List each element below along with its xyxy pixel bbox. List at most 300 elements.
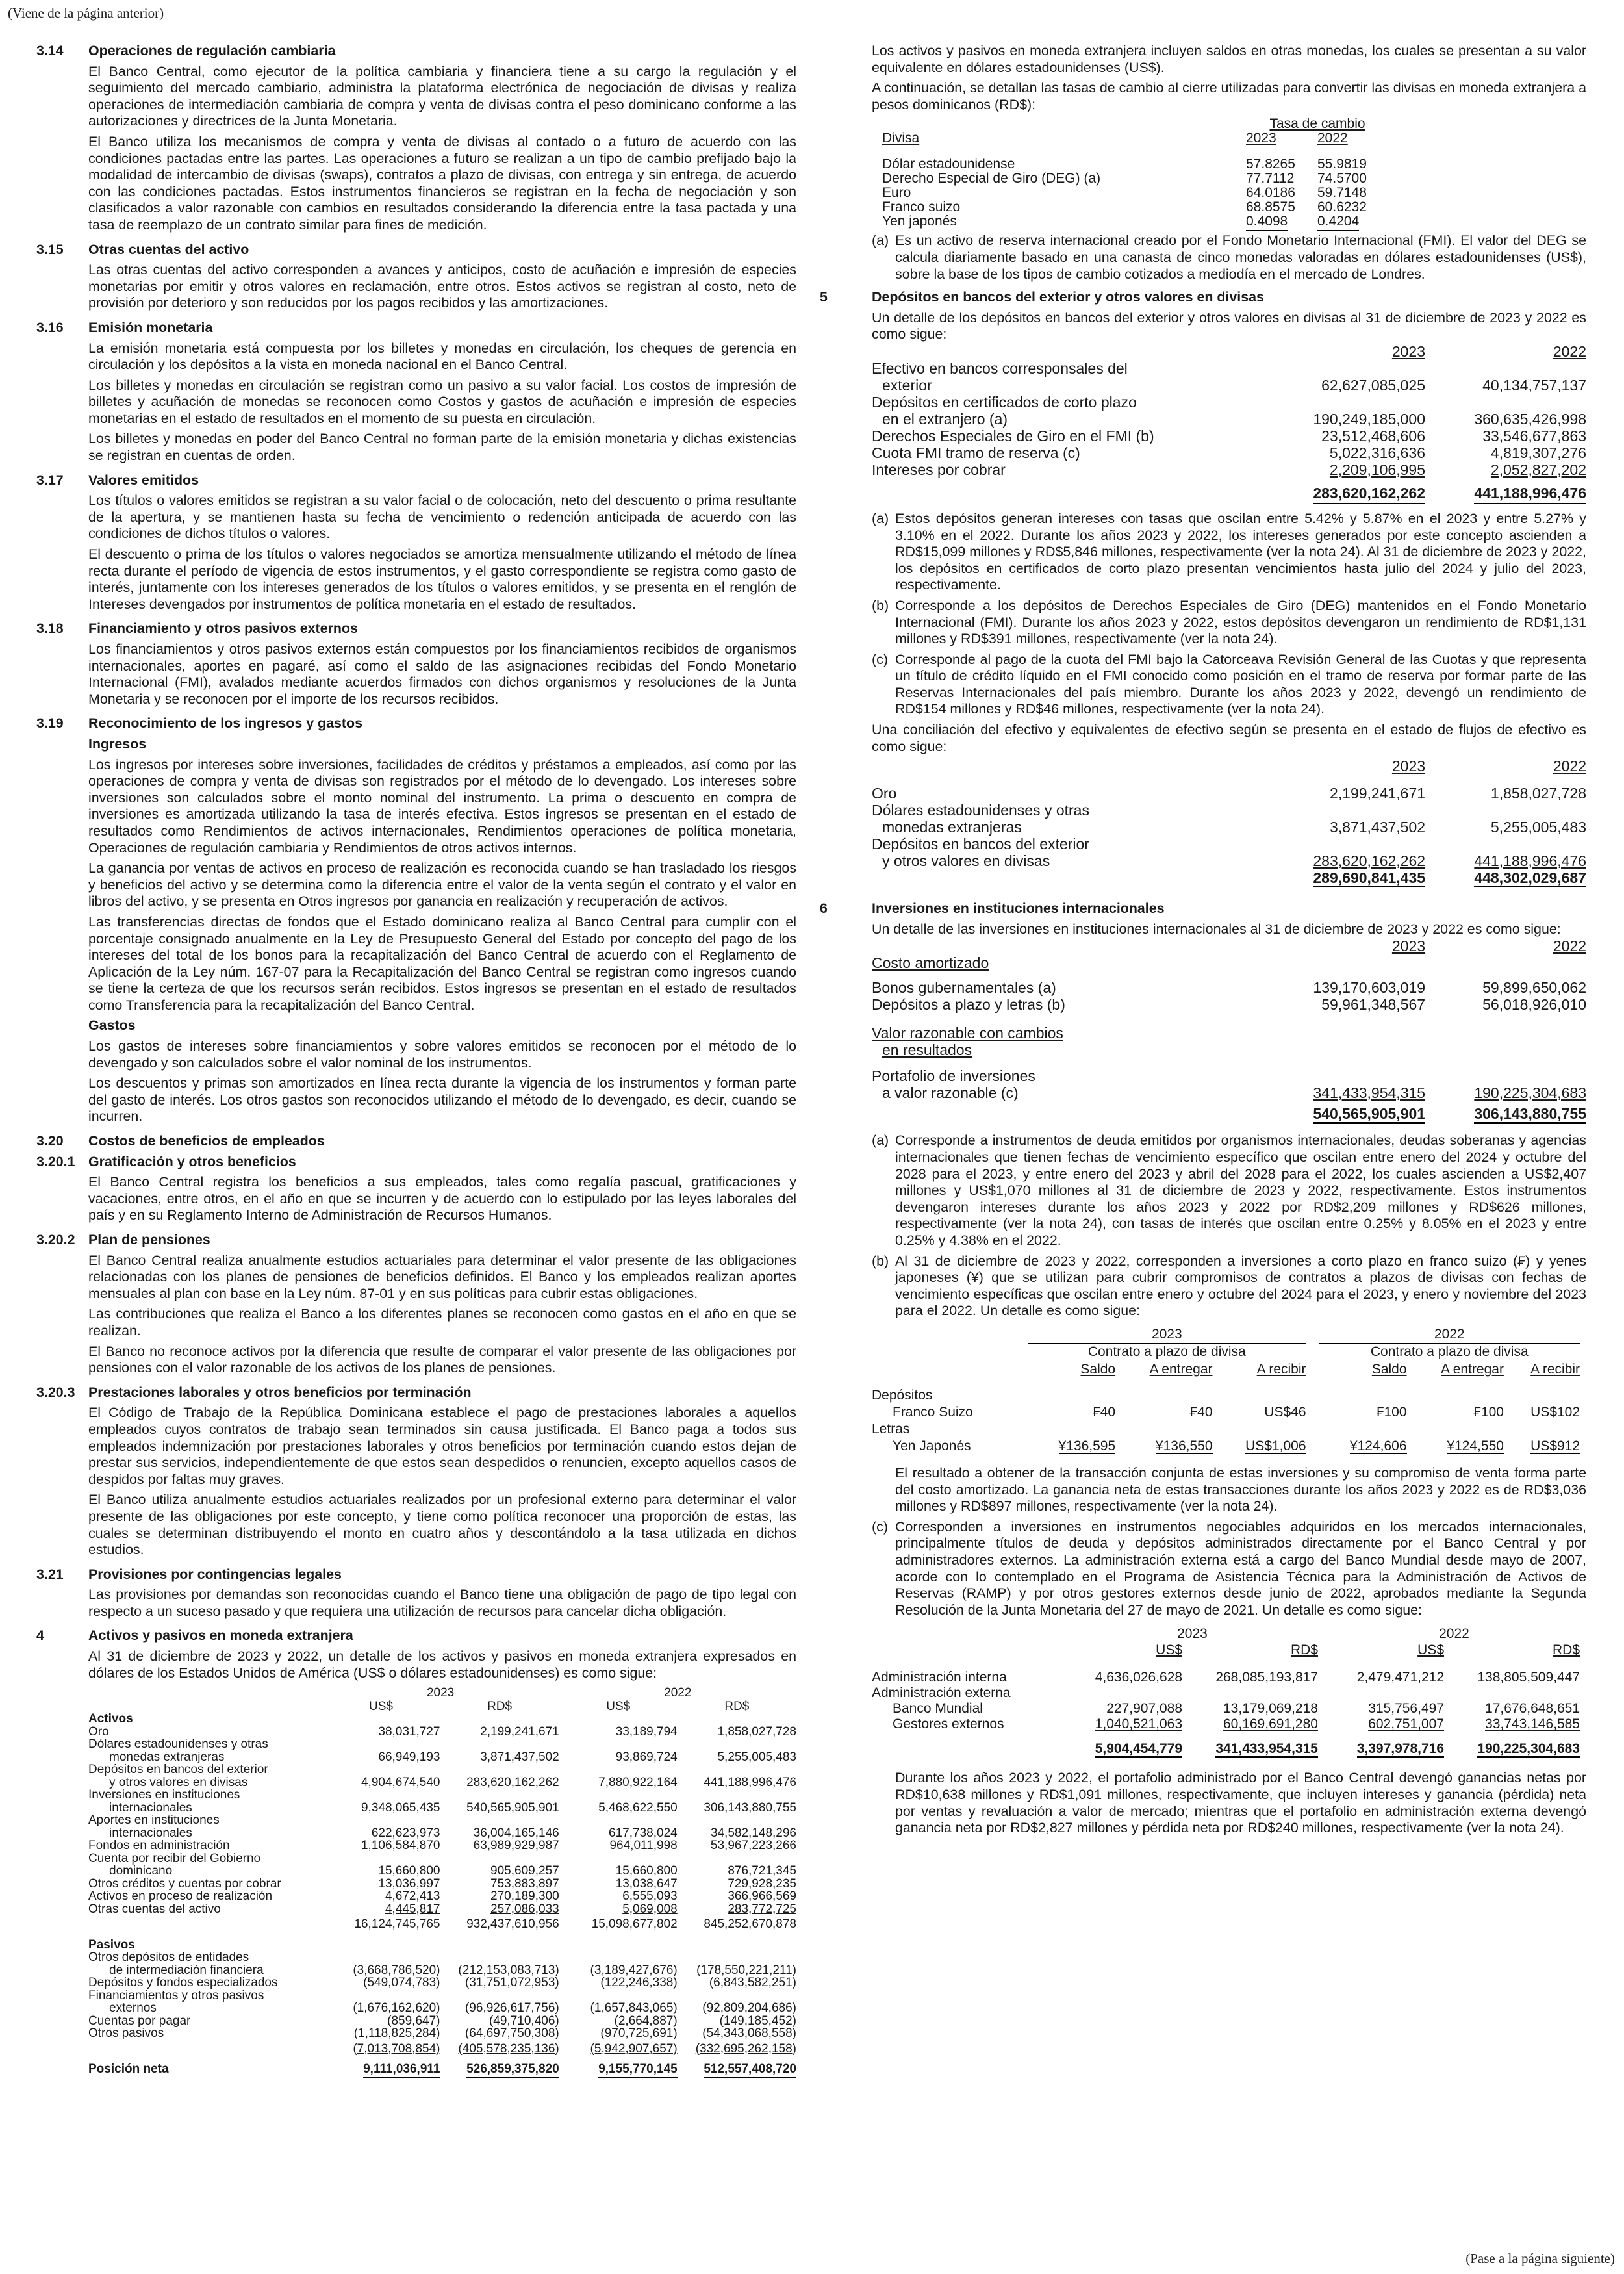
row-label: dominicano [109, 1864, 173, 1878]
value-cell: 4,672,413 [385, 1889, 440, 1904]
paragraph: Las transferencias directas de fondos que el Estado dominicano realiza al Banco Central para cumplir con el porcentaje consignado anualmente en la Ley de Presupuesto General del Estado por concepto del pago de los intereses del total de los bonos para la recapitalización del Banco Central de acuerdo con el Reglamento de Aplicación de la Ley núm. 167-07 para la Recapitalización del Banco Central se registran como ingresos cuando se tiene la certeza de que los recursos serán recibidos. Estos ingresos se presentan en el estado de resultados como Transferencia para la recapitalización del Banco Central. [88, 913, 796, 1013]
table-row [88, 1839, 796, 1852]
paragraph: El Banco Central registra los beneficios a sus empleados, tales como regalía pascual, gratificaciones y vacaciones, entre otros, en el año en que se incurren y de acuerdo con lo estipulado por las leyes laborales del país y en su Reglamento Interno de Administración de Recursos Humanos. [88, 1174, 796, 1223]
activos-label: Activos [88, 1712, 133, 1726]
row-label: Euro [882, 185, 911, 201]
value-cell: 62,627,085,025 [1321, 376, 1425, 394]
value-cell: 1,106,584,870 [361, 1839, 440, 1853]
paragraph: Los billetes y monedas en poder del Banco Central no forman parte de la emisión monetaria y dichas existencias se registran en cuentas de orden. [88, 431, 796, 464]
total-cell: 448,302,029,687 [1474, 869, 1586, 888]
value-cell: 17,676,648,651 [1485, 1701, 1580, 1717]
year-2023-header: 2023 [322, 1687, 559, 1700]
value-cell: 2,199,241,671 [480, 1724, 559, 1739]
value-cell: 602,751,007 [1368, 1717, 1444, 1732]
row-label: Franco Suizo [893, 1404, 973, 1420]
value-cell: 57.8265 [1246, 157, 1295, 172]
row-label: Derechos Especiales de Giro en el FMI (b) [872, 427, 1154, 444]
row-label: Depósitos a plazo y letras (b) [872, 996, 1065, 1014]
total-cell: 341,433,954,315 [1215, 1741, 1318, 1758]
value-cell: 4,445,817 [385, 1902, 440, 1916]
rates-col-divisa: Divisa [882, 131, 920, 146]
paragraph: El resultado a obtener de la transacción conjunta de estas inversiones y su compromiso de venta forma parte del costo amortizado. La ganancia neta de estas transacciones durante los años 2023 y 2022 es de RD$3,036 millones y RD$897 millones, respectivamente (ver la nota 24). [895, 1464, 1586, 1514]
value-cell: 15,660,800 [615, 1864, 678, 1878]
value-cell: 0.4204 [1317, 214, 1359, 231]
value-cell: 55.9819 [1317, 157, 1367, 172]
row-label: Efectivo en bancos corresponsales del [872, 359, 1128, 377]
section-3-18-heading: 3.18 Financiamiento y otros pasivos externos [36, 620, 358, 637]
row-label: en el extranjero (a) [882, 410, 1008, 428]
value-cell: 4,636,026,628 [1095, 1670, 1183, 1685]
row-label: Oro [88, 1724, 109, 1739]
paragraph: Los activos y pasivos en moneda extranjera incluyen saldos en otras monedas, los cuales se presentan a su valor equivalente en dólares estadounidenses (US$). [872, 43, 1586, 75]
value-cell: 1,040,521,063 [1095, 1717, 1183, 1732]
contract-group-header: Contrato a plazo de divisa [1319, 1343, 1580, 1361]
col-header: US$ [1156, 1642, 1183, 1658]
total-cell: 9,155,770,145 [598, 2062, 678, 2078]
row-label: Otros créditos y cuentas por cobrar [88, 1876, 281, 1891]
row-label: Letras [872, 1421, 910, 1437]
value-cell: 23,512,468,606 [1321, 427, 1425, 444]
value-cell: 139,170,603,019 [1313, 979, 1426, 997]
table-row [88, 1726, 796, 1739]
exchange-rates-table [882, 117, 1389, 229]
section-3-21-heading: 3.21 Provisiones por contingencias legales [36, 1566, 342, 1582]
value-cell: ¥136,595 [1059, 1438, 1116, 1455]
value-cell: 93,869,724 [615, 1750, 678, 1764]
section-6-heading: 6 Inversiones en instituciones internacionales [820, 901, 1165, 917]
col-header: RD$ [724, 1699, 750, 1713]
pasivos-label: Pasivos [88, 1937, 135, 1952]
value-cell: ₣100 [1473, 1404, 1504, 1420]
foreign-currency-assets-liabilities-table [88, 1687, 796, 2076]
value-cell: ¥124,550 [1447, 1438, 1504, 1455]
year-header: 2023 [1067, 1626, 1318, 1642]
row-label: Depósitos en bancos del exterior [88, 1763, 268, 1777]
year-header: 2023 [1246, 131, 1276, 146]
table-row [88, 2027, 796, 2040]
total-cell: 932,437,610,956 [466, 1917, 559, 1932]
total-cell: 845,252,670,878 [704, 1917, 796, 1932]
value-cell: ¥136,550 [1156, 1438, 1213, 1455]
col-header: Saldo [1371, 1361, 1407, 1377]
paragraph: Los gastos de intereses sobre financiamientos y sobre valores emitidos se reconocen por el método de lo devengado y son calculados sobre el valor nominal de los instrumentos. [88, 1038, 796, 1071]
footnote-a: (a) Estos depósitos generan intereses con tasas que oscilan entre 5.42% y 5.87% en el 2023 y entre 5.27% y 3.10% en el 2022. Durante los años 2023 y 2022, los intereses generados por este concepto ascienden a RD$15,099 millones y RD$5,846 millones, respectivamente (ver la nota 24). Al 31 de diciembre de 2023 y 2022, los depósitos en certificados de corto plazo presentan vencimientos hasta julio del 2024 y julio del 2023, respectivamente. [872, 510, 1586, 593]
value-cell: 3,871,437,502 [1329, 819, 1426, 836]
row-label: Administración interna [872, 1670, 1007, 1685]
value-cell: (549,074,783) [363, 1976, 440, 1990]
value-cell: 2,479,471,212 [1356, 1670, 1444, 1685]
table-row [88, 1964, 796, 1977]
cash-reconciliation-table [872, 758, 1586, 886]
total-cell: 3,397,978,716 [1357, 1741, 1444, 1758]
value-cell: 283,620,162,262 [1313, 852, 1426, 870]
value-cell: (212,153,083,713) [458, 1963, 559, 1977]
value-cell: 53,967,223,266 [710, 1839, 796, 1853]
value-cell: 1,858,027,728 [717, 1724, 796, 1739]
value-cell: (970,725,691) [600, 2026, 678, 2041]
value-cell: 5,468,622,550 [598, 1800, 678, 1815]
continued-from-label: (Viene de la página anterior) [8, 5, 164, 21]
value-cell: 33,743,146,585 [1485, 1717, 1580, 1732]
paragraph: Los descuentos y primas son amortizados en línea recta durante la vigencia de los instrumentos y forman parte del gasto de interés. Los otros gastos son reconocidos utilizando el método de lo devengado, es decir, cuando se incurren. [88, 1075, 796, 1125]
year-header: 2022 [1328, 1626, 1580, 1642]
value-cell: 270,189,300 [490, 1889, 559, 1904]
value-cell: (3,189,427,676) [590, 1963, 678, 1977]
value-cell: US$102 [1530, 1404, 1580, 1420]
value-cell: 540,565,905,901 [466, 1800, 559, 1815]
row-label: Cuota FMI tramo de reserva (c) [872, 444, 1080, 461]
total-cell: (332,695,262,158) [695, 2041, 796, 2056]
value-cell: (1,118,825,284) [353, 2026, 440, 2041]
value-cell: 13,038,647 [615, 1876, 678, 1891]
row-label: Administración externa [872, 1685, 1011, 1701]
row-label: y otros valores en divisas [109, 1775, 248, 1789]
paragraph: Las provisiones por demandas son reconocidas cuando el Banco tiene una obligación de pago de tipo legal con respecto a un suceso pasado y que requiera una utilización de recursos para cancelar dicha obligación. [88, 1587, 796, 1619]
costo-amortizado-heading: Costo amortizado [872, 954, 989, 972]
value-cell: 59.7148 [1317, 185, 1367, 201]
paragraph: Los títulos o valores emitidos se registran a su valor facial o de colocación, neto del descuento o prima resultante de la apertura, y se mantienen hasta su fecha de vencimiento o redención anticipada de acuerdo con las condiciones de dichos títulos o valores. [88, 492, 796, 542]
row-label: Gestores externos [893, 1717, 1004, 1732]
col-header: A recibir [1530, 1361, 1580, 1377]
paragraph: El Banco Central realiza anualmente estudios actuariales para determinar el valor presente de las obligaciones relacionadas con los planes de pensiones de beneficios definidos. El Banco y los empleados realizan aportes mensuales al plan con base en la Ley núm. 87-01 y en sus políticas para cubrir estas obligaciones. [88, 1252, 796, 1301]
footnote-b: (b) Corresponde a los depósitos de Derechos Especiales de Giro (DEG) mantenidos en el Fondo Monetario Internacional (FMI). Durante los años 2023 y 2022, estos depósitos devengaron un rendimiento de RD$1,131 millones y RD$391 millones, respectivamente (ver la nota 24). [872, 597, 1586, 647]
total-cell: (405,578,235,136) [458, 2041, 559, 2056]
total-cell: 5,904,454,779 [1095, 1741, 1182, 1758]
table-row [88, 1751, 796, 1764]
footnote-a: (a) Corresponde a instrumentos de deuda emitidos por organismos internacionales, deudas soberanas y agencias internacionales que tienen fechas de vencimiento específico que oscilan entre enero del 2024 y octubre del 2028 para el 2023, y entre enero del 2023 y abril del 2028 para el 2022, los cuales ascienden a US$2,407 millones y US$1,070 millones al 31 de diciembre de 2023 y 2022, respectivamente. Estos instrumentos devengaron intereses durante los años 2023 y 2022 por RD$2,209 millones y RD$626 millones, respectivamente (ver la nota 24), con tasas de interés que oscilan entre 0.25% y 8.05% en el 2023 y entre 0.25% y 4.38% en el 2022. [872, 1132, 1586, 1248]
total-cell: (7,013,708,854) [353, 2041, 440, 2056]
paragraph: Los financiamientos y otros pasivos externos están compuestos por los financiamientos recibidos de organismos internacionales, aportes en pagaré, así como el saldo de las asignaciones recibidas del Fondo Monetario Internacional (FMI), avalados mediante acuerdos firmados con dichos organismos y resoluciones de la Junta Monetaria y se reconocen por el importe de los recursos recibidos. [88, 641, 796, 707]
paragraph: Al 31 de diciembre de 2023 y 2022, un detalle de los activos y pasivos en moneda extranjera expresados en dólares de los Estados Unidos de América (US$ o dólares estadounidenses) es como sigue: [88, 1648, 796, 1681]
row-label: Yen Japonés [893, 1438, 971, 1453]
table-row [882, 186, 1389, 200]
total-cell: 526,859,375,820 [466, 2062, 559, 2078]
section-3-20-1-heading: 3.20.1 Gratificación y otros beneficios [36, 1153, 296, 1169]
section-3-20-2-heading: 3.20.2 Plan de pensiones [36, 1232, 210, 1247]
paragraph: Las contribuciones que realiza el Banco a los diferentes planes se reconocen como gastos en el año en que se realizan. [88, 1306, 796, 1338]
paragraph: Una conciliación del efectivo y equivalentes de efectivo según se presenta en el estado de flujos de efectivo es como sigue: [872, 722, 1586, 754]
table-row [88, 1802, 796, 1815]
row-label: Aportes en instituciones [88, 1813, 220, 1828]
table-row [872, 996, 1586, 1013]
value-cell: 0.4098 [1246, 214, 1288, 231]
left-column [36, 43, 796, 2076]
value-cell: ₣40 [1189, 1404, 1213, 1420]
row-label: monedas extranjeras [882, 819, 1022, 836]
value-cell: 2,209,106,995 [1329, 461, 1425, 478]
col-header: US$ [606, 1699, 631, 1713]
year-header: 2023 [1391, 758, 1426, 775]
value-cell: 38,031,727 [378, 1724, 440, 1739]
col-header: RD$ [487, 1699, 513, 1713]
table-row [882, 214, 1389, 229]
value-cell: (92,809,204,686) [702, 2001, 796, 2015]
value-cell: 306,143,880,755 [704, 1800, 796, 1815]
row-label: Depósitos y fondos especializados [88, 1976, 278, 1990]
row-label: Financiamientos y otros pasivos [88, 1988, 264, 2002]
value-cell: 441,188,996,476 [704, 1775, 796, 1789]
row-label: Cuenta por recibir del Gobierno [88, 1851, 261, 1865]
row-label: Dólares estadounidenses y otras [872, 802, 1089, 819]
year-2022-header: 2022 [559, 1687, 796, 1700]
value-cell: 3,871,437,502 [480, 1750, 559, 1764]
table-row [872, 428, 1586, 444]
row-label: Dólares estadounidenses y otras [88, 1737, 268, 1752]
table-row [872, 377, 1586, 394]
row-label: y otros valores en divisas [882, 852, 1050, 870]
value-cell: US$1,006 [1245, 1438, 1306, 1455]
section-3-19-heading: 3.19 Reconocimiento de los ingresos y gastos [36, 715, 362, 732]
value-cell: (859,647) [387, 2013, 440, 2028]
row-label: Depósitos [872, 1387, 933, 1403]
year-header: 2022 [1553, 758, 1586, 775]
row-label: Oro [872, 785, 897, 802]
value-cell: 729,928,235 [728, 1876, 796, 1891]
value-cell: 283,620,162,262 [466, 1775, 559, 1789]
table-row [882, 172, 1389, 186]
value-cell: (3,668,786,520) [353, 1963, 440, 1977]
col-header: Saldo [1080, 1361, 1116, 1377]
row-label: Depósitos en certificados de corto plazo [872, 393, 1137, 411]
total-cell: 16,124,745,765 [354, 1917, 440, 1932]
value-cell: 753,883,897 [490, 1876, 559, 1891]
value-cell: 964,011,998 [609, 1839, 678, 1853]
value-cell: 4,904,674,540 [361, 1775, 440, 1789]
paragraph: Un detalle de los depósitos en bancos del exterior y otros valores en divisas al 31 de diciembre de 2023 y 2022 es como sigue: [872, 309, 1586, 342]
section-3-14-heading: 3.14 Operaciones de regulación cambiaria [36, 43, 336, 58]
row-label: monedas extranjeras [109, 1750, 225, 1764]
col-header: A entregar [1441, 1361, 1504, 1377]
paragraph: La emisión monetaria está compuesta por los billetes y monedas en circulación, los cheques de gerencia en circulación y los depósitos a la vista en moneda nacional en el Banco Central. [88, 340, 796, 373]
portfolio-administration-table [872, 1626, 1580, 1757]
year-header: 2022 [1319, 1326, 1580, 1344]
footnote-c: (c) Corresponde al pago de la cuota del FMI bajo la Catorceava Revisión General de las Cuotas y que representa un título de crédito líquido en el FMI conocido como posición en el tramo de reserva por formar parte de las Reservas Internacionales del país miembro. Durante los años 2023 y 2022, devengó un rendimiento de RD$154 millones y RD$46 millones, respectivamente (ver la nota 24). [872, 651, 1586, 717]
col-header: RD$ [1552, 1642, 1580, 1658]
table-row [88, 2002, 796, 2015]
year-header: 2022 [1553, 938, 1586, 955]
value-cell: 9,348,065,435 [361, 1800, 440, 1815]
row-label: Cuentas por pagar [88, 2013, 191, 2028]
value-cell: 2,052,827,202 [1490, 461, 1586, 478]
value-cell: ₣100 [1376, 1404, 1407, 1420]
value-cell: 622,623,973 [371, 1826, 440, 1840]
col-header: US$ [1417, 1642, 1444, 1658]
total-cell: 306,143,880,755 [1474, 1105, 1586, 1124]
row-label: Otros depósitos de entidades [88, 1950, 249, 1965]
contract-group-header: Contrato a plazo de divisa [1028, 1343, 1306, 1361]
row-label: exterior [882, 376, 932, 394]
value-cell: 13,036,997 [378, 1876, 440, 1891]
paragraph: Las otras cuentas del activo corresponden a avances y anticipos, costo de acuñación e impresión de especies monetarias por emitir y otros valores en reclamación, entre otros. Estos activos se registran al costo, neto de provisión por deterioro y son reducidos por los pagos recibidos y las amortizaciones. [88, 262, 796, 311]
value-cell: (1,676,162,620) [353, 2001, 440, 2015]
subheading-gastos: Gastos [88, 1017, 136, 1034]
section-3-20-heading: 3.20 Costos de beneficios de empleados [36, 1133, 325, 1149]
total-cell: (5,942,907,657) [590, 2041, 678, 2056]
row-label: de intermediación financiera [109, 1963, 264, 1977]
section-3-16-heading: 3.16 Emisión monetaria [36, 319, 213, 335]
row-label: Derecho Especial de Giro (DEG) (a) [882, 171, 1101, 186]
paragraph: El Banco Central, como ejecutor de la política cambiaria y financiera tiene a su cargo la regulación y el seguimiento del mercado cambiario, administra la plataforma electrónica de negociación de divisas y realiza operaciones de intermediación cambiaria de compra y venta de divisas contra el peso dominicano conforme a las autorizaciones y directrices de la Junta Monetaria. [88, 63, 796, 129]
table-row [88, 1878, 796, 1891]
subheading-ingresos: Ingresos [88, 735, 147, 752]
paragraph: Los billetes y monedas en circulación se registran como un pasivo a su valor facial. Los costos de impresión de billetes y acuñación de monedas se reconocen como Costos y gastos de acuñación e impresión de especies monetarias en el estado de resultados en el momento de su puesta en circulación. [88, 377, 796, 426]
value-cell: 68.8575 [1246, 199, 1295, 215]
value-cell: 905,609,257 [490, 1864, 559, 1878]
table-row [872, 785, 1586, 802]
table-row [88, 1890, 796, 1903]
value-cell: 7,880,922,164 [598, 1775, 678, 1789]
value-cell: 40,134,757,137 [1482, 376, 1586, 394]
value-cell: 876,721,345 [728, 1864, 796, 1878]
value-cell: (64,697,750,308) [464, 2026, 559, 2041]
table-row [882, 157, 1389, 172]
continues-on-label: (Pase a la página siguiente) [1465, 2251, 1615, 2266]
row-label: Otras cuentas del activo [88, 1902, 221, 1916]
section-3-15-heading: 3.15 Otras cuentas del activo [36, 241, 249, 257]
value-cell: 5,069,008 [622, 1902, 678, 1916]
value-cell: 6,555,093 [622, 1889, 678, 1904]
value-cell: 74.5700 [1317, 171, 1367, 186]
value-cell: 5,255,005,483 [1490, 819, 1586, 836]
value-cell: 56,018,926,010 [1482, 996, 1586, 1014]
value-cell: 60.6232 [1317, 199, 1367, 215]
rates-group-header: Tasa de cambio [1269, 116, 1365, 132]
row-label: Dólar estadounidense [882, 157, 1015, 172]
row-label: Inversiones en instituciones [88, 1788, 240, 1802]
paragraph: El Banco utiliza anualmente estudios actuariales realizados por un profesional externo para determinar el valor presente de las obligaciones por este concepto, y tiene como política reconocer una proporción de estas, las cuales se determinan distribuyendo el monto en cuatro años y descontándolo a la tasa utilizada en dichos estudios. [88, 1492, 796, 1558]
value-cell: 441,188,996,476 [1474, 852, 1586, 870]
value-cell: (122,246,338) [600, 1976, 678, 1990]
value-cell: 360,635,426,998 [1474, 410, 1586, 428]
table-row [88, 1865, 796, 1878]
value-cell: 60,169,691,280 [1223, 1717, 1318, 1732]
row-label: externos [109, 2001, 157, 2015]
deposits-table [872, 343, 1586, 502]
row-label: Otros pasivos [88, 2026, 164, 2041]
value-cell: 5,255,005,483 [717, 1750, 796, 1764]
table-row [88, 1776, 796, 1789]
row-label: Activos en proceso de realización [88, 1889, 273, 1904]
total-cell: 9,111,036,911 [363, 2062, 440, 2078]
value-cell: 5,022,316,636 [1329, 444, 1425, 461]
table-row [872, 819, 1586, 836]
right-column [820, 43, 1586, 1837]
paragraph: El Banco no reconoce activos por la diferencia que resulte de comparar el valor presente de las obligaciones por pensiones con el valor razonable de los activos de los planes de pensiones. [88, 1343, 796, 1376]
total-cell: 540,565,905,901 [1313, 1105, 1425, 1124]
value-cell: (6,843,582,251) [709, 1976, 796, 1990]
paragraph: Los ingresos por intereses sobre inversiones, facilidades de créditos y préstamos a empleados, así como por las operaciones de compra y venta de divisas son registrados por el método de lo devengado. Los intereses sobre inversiones son calculados sobre el monto nominal del instrumento. La prima o descuento en compra de inversiones es amortizada utilizando la tasa de interés efectiva. Estos ingresos se presentan en el estado de resultados como Rendimientos de activos internacionales, Rendimientos operaciones de política monetaria, Operaciones de regulación cambiaria y Rendimientos de otros activos internos. [88, 756, 796, 856]
value-cell: 15,660,800 [378, 1864, 440, 1878]
row-label: Banco Mundial [893, 1701, 983, 1717]
table-row [88, 1903, 796, 1916]
paragraph: El Banco utiliza los mecanismos de compra y venta de divisas al contado o a futuro de acuerdo con las condiciones pactadas entre las partes. Las operaciones a futuro se realizan a un tipo de cambio prefijado bajo la modalidad de intercambio de divisas (swaps), contratos a plazo de divisas, con entrega y sin entrega, de acuerdo con las condiciones pactadas. Estos instrumentos financieros se registran en la fecha de negociación y son clasificados a valor razonable con cambios en resultados considerando la diferencia entre la tasa pactada y una tasa de reemplazo de un contrato similar para fines de medición. [88, 133, 796, 233]
table-row [88, 1827, 796, 1840]
valor-razonable-heading: en resultados [882, 1041, 972, 1059]
total-cell: 441,188,996,476 [1474, 485, 1586, 504]
table-row [872, 979, 1586, 996]
total-cell: 283,620,162,262 [1313, 485, 1425, 504]
row-label: internacionales [109, 1826, 192, 1840]
table-row [882, 200, 1389, 214]
value-cell: 190,225,304,683 [1474, 1084, 1586, 1102]
total-cell: 190,225,304,683 [1477, 1741, 1580, 1758]
total-cell: 15,098,677,802 [591, 1917, 678, 1932]
value-cell: 341,433,954,315 [1313, 1084, 1426, 1102]
paragraph: Durante los años 2023 y 2022, el portafolio administrado por el Banco Central devengó ganancias netas por RD$10,638 millones y RD$1,091 millones, respectivamente, que incluyen intereses y ganancia (pérdida) neta por ventas y revaluación a valor de mercado; mientras que el portafolio en administración externa devengó ganancia neta por RD$2,827 millones y pérdida neta por RD$240 millones, respectivamente (ver la nota 24). [895, 1770, 1586, 1836]
paragraph: La ganancia por ventas de activos en proceso de realización es reconocida cuando se han trasladado los riesgos y beneficios del activo y se determina como la diferencia entre el valor de la venta según el contrato y el valor en libros del activo, y se presenta en Otros ingresos por ganancia en realización y recuperación de activos. [88, 860, 796, 910]
value-cell: 66,949,193 [378, 1750, 440, 1764]
year-header: 2022 [1317, 131, 1348, 146]
table-row [872, 852, 1586, 869]
footnote-a: (a) Es un activo de reserva internacional creado por el Fondo Monetario Internacional (FMI). El valor del DEG se calcula diariamente basado en una canasta de cinco monedas valoradas en dólares estadounidenses (US$), sobre la base de los tipos de cambio cotizados a mediodía en el mercado de Londres. [872, 233, 1586, 282]
value-cell: (54,343,068,558) [702, 2026, 796, 2041]
value-cell: 36,004,165,146 [473, 1826, 559, 1840]
value-cell: 366,966,569 [728, 1889, 796, 1904]
year-header: 2023 [1391, 342, 1425, 360]
value-cell: 64.0186 [1246, 185, 1295, 201]
col-header: US$ [369, 1699, 393, 1713]
table-row [872, 444, 1586, 461]
valor-razonable-heading: Valor razonable con cambios [872, 1025, 1063, 1042]
col-header: A entregar [1149, 1361, 1213, 1377]
value-cell: 77.7112 [1246, 171, 1295, 186]
footnote-c: (c) Corresponden a inversiones en instrumentos negociables adquiridos en los mercados internacionales, principalmente títulos de deuda y depósitos administrados directamente por el Banco Central y por administradores externos. La administración externa está a cargo del Banco Mundial desde mayo de 2007, acorde con lo contemplado en el Programa de Asistencia Técnica para la Administración de Activos de Reservas (RAMP) y por otros gestores externos desde junio de 2022, aprobados mediante la Segunda Resolución de la Junta Monetaria del 27 de mayo de 2021. Un detalle es como sigue: [872, 1518, 1586, 1618]
table-row [88, 2015, 796, 2028]
value-cell: 33,546,677,863 [1482, 427, 1586, 444]
value-cell: 617,738,024 [609, 1826, 678, 1840]
value-cell: (178,550,221,211) [696, 1963, 796, 1977]
row-label: Portafolio de inversiones [872, 1067, 1035, 1085]
value-cell: 315,756,497 [1368, 1701, 1444, 1717]
value-cell: ¥124,606 [1350, 1438, 1407, 1455]
value-cell: US$46 [1264, 1404, 1306, 1420]
table-row [88, 1976, 796, 1989]
value-cell: 59,899,650,062 [1482, 979, 1586, 997]
forward-contracts-table [872, 1326, 1580, 1455]
value-cell: 33,189,794 [615, 1724, 678, 1739]
year-header: 2023 [1028, 1326, 1306, 1344]
paragraph: A continuación, se detallan las tasas de cambio al cierre utilizadas para convertir las divisas en moneda extranjera a pesos dominicanos (RD$): [872, 80, 1586, 112]
section-4-heading: 4 Activos y pasivos en moneda extranjera [36, 1628, 353, 1644]
table-row [872, 411, 1586, 428]
value-cell: 63,989,929,987 [473, 1839, 559, 1853]
row-label: Fondos en administración [88, 1839, 230, 1853]
row-label: Yen japonés [882, 214, 957, 229]
total-cell: 289,690,841,435 [1313, 869, 1425, 888]
col-header: A recibir [1256, 1361, 1306, 1377]
value-cell: (96,926,617,756) [464, 2001, 559, 2015]
row-label: a valor razonable (c) [882, 1084, 1019, 1102]
value-cell: 1,858,027,728 [1490, 785, 1586, 802]
table-row [872, 461, 1586, 478]
paragraph: Un detalle de las inversiones en instituciones internacionales al 31 de diciembre de 2023 y 2022 es como sigue: [872, 921, 1561, 937]
paragraph: El Código de Trabajo de la República Dominicana establece el pago de prestaciones laborales a aquellos empleados cuyos contratos de trabajo sean terminados sin causa justificada. El Banco paga a todos sus empleados indemnización por prestaciones laborales y otros beneficios por terminación cuando estos dejan de prestar sus servicios, independientemente de que estos sean despedidos o renuncien, excepto aquellos casos de despidos por faltas muy graves. [88, 1405, 796, 1487]
total-cell: 512,557,408,720 [704, 2062, 796, 2078]
section-5-heading: 5 Depósitos en bancos del exterior y otros valores en divisas [820, 289, 1264, 305]
value-cell: 283,772,725 [728, 1902, 796, 1916]
value-cell: US$912 [1530, 1438, 1580, 1455]
year-header: 2022 [1553, 342, 1586, 360]
year-header: 2023 [1391, 938, 1426, 955]
value-cell: 227,907,088 [1106, 1701, 1183, 1717]
section-3-20-3-heading: 3.20.3 Prestaciones laborales y otros beneficios por terminación [36, 1384, 472, 1400]
row-label: Intereses por cobrar [872, 461, 1006, 478]
value-cell: (1,657,843,065) [590, 2001, 678, 2015]
row-label: internacionales [109, 1800, 192, 1815]
value-cell: 13,179,069,218 [1223, 1701, 1318, 1717]
value-cell: 257,086,033 [490, 1902, 559, 1916]
value-cell: 2,199,241,671 [1329, 785, 1426, 802]
